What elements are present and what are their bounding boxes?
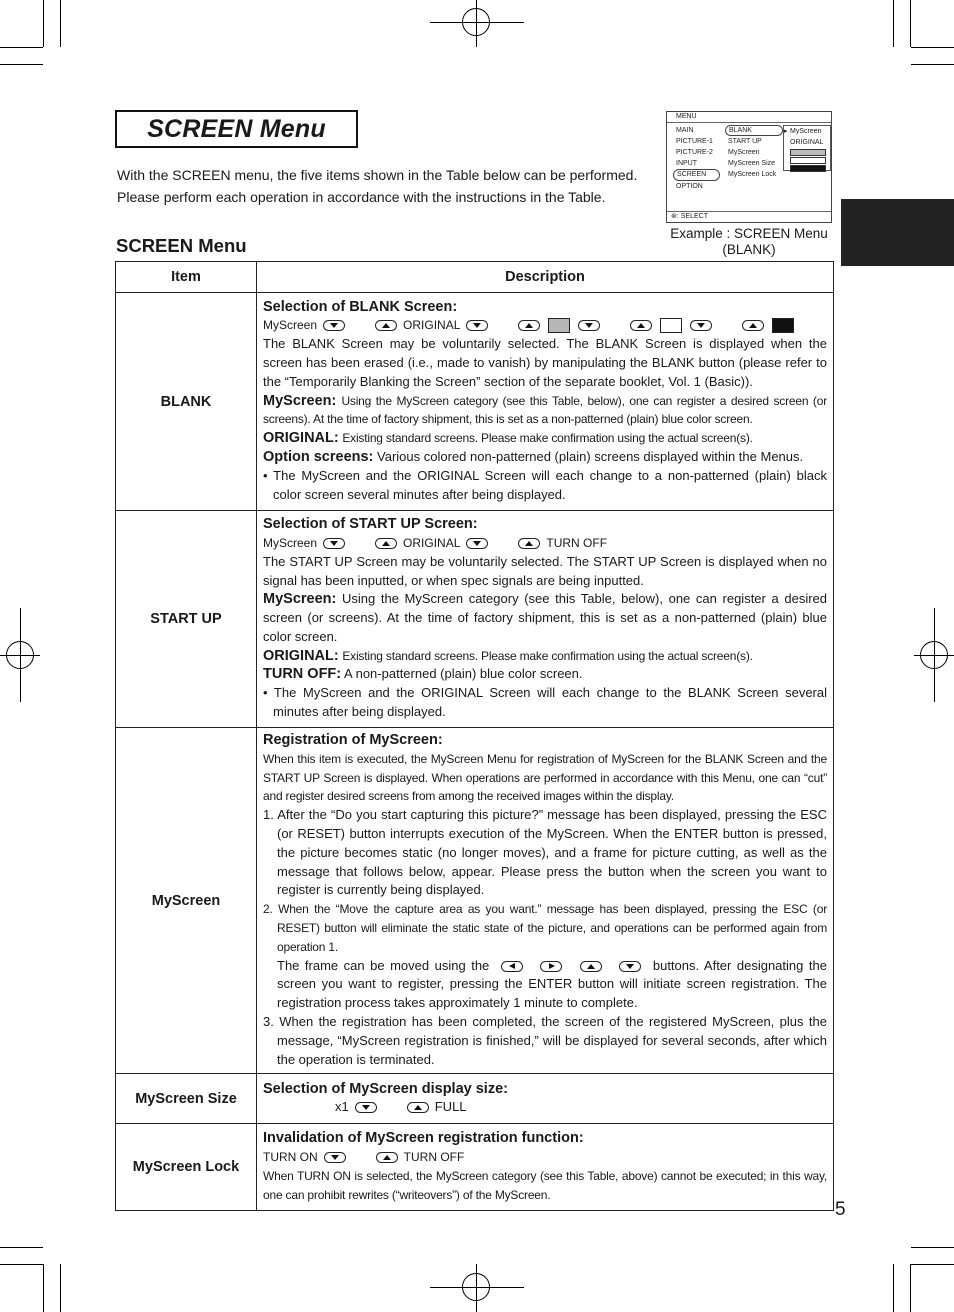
crop-mark	[911, 1247, 954, 1248]
paragraph: When this item is executed, the MyScreen Menu for registration of MyScreen for the BLANK Screen and the START UP Screen is displayed. When operations are performed in accordance with this Menu, one can “cut” and register desired screens from among the received images within the display.	[263, 751, 827, 804]
submenu-item: START UP	[728, 138, 762, 145]
flow-option: ORIGINAL	[403, 535, 461, 550]
crop-mark	[911, 1264, 954, 1265]
paragraph	[263, 429, 827, 448]
intro-line: With the SCREEN menu, the five items shown in the Table below can be performed.	[117, 167, 638, 183]
flow-option: x1	[335, 1099, 349, 1115]
right-arrow-icon	[540, 961, 562, 972]
table-row	[116, 1074, 834, 1124]
main-menu-column	[676, 125, 720, 192]
bullet-note: • The MyScreen and the ORIGINAL Screen will each change to the BLANK Screen several minutes after being displayed.	[263, 685, 827, 720]
step-text: buttons. After designating the screen you want to register, pressing the ENTER button will initiate screen registration. The registration process takes approximately 1 minute to complete.	[277, 957, 827, 1011]
menu-item: PICTURE-1	[676, 138, 713, 145]
crop-mark	[0, 64, 43, 65]
term-text: Existing standard screens. Please make confirmation using the actual screen(s).	[342, 648, 753, 663]
caption-line: Example : SCREEN Menu	[670, 226, 828, 241]
option-flow	[263, 534, 827, 553]
down-arrow-icon	[690, 320, 712, 331]
row-desc-blank	[257, 293, 834, 511]
table-row	[116, 728, 834, 1074]
option-flow	[263, 1148, 827, 1167]
up-arrow-icon	[518, 320, 540, 331]
option-flow	[263, 1098, 827, 1117]
row-item-myscreen: MyScreen	[116, 728, 257, 1074]
paragraph	[263, 392, 827, 430]
flow-option: TURN OFF	[546, 535, 608, 550]
caption-line: (BLANK)	[722, 242, 776, 257]
row-item-blank: BLANK	[116, 293, 257, 511]
down-arrow-icon	[466, 538, 488, 549]
crop-mark	[60, 0, 61, 47]
select-icon: ⊛	[671, 213, 677, 220]
pointer-icon: ▸	[784, 128, 788, 135]
swatch-black	[790, 165, 826, 172]
flow-option: TURN ON	[263, 1150, 318, 1165]
registration-mark	[920, 641, 948, 669]
header-description: Description	[257, 262, 834, 293]
crop-mark	[0, 1264, 43, 1265]
menu-header: MENU	[667, 112, 831, 123]
swatch-gray	[548, 318, 570, 333]
down-arrow-icon	[466, 320, 488, 331]
term-text: Using the MyScreen category (see this Table, below), one can register a desired screen (or screens). At the time of factory shipment, this is set as a non-patterned (plain) blue color screen.	[263, 393, 827, 427]
intro-line: Please perform each operation in accordance with the instructions in the Table.	[117, 189, 606, 205]
crop-mark	[43, 1264, 44, 1312]
row-heading: Selection of START UP Screen:	[263, 516, 478, 533]
table-row	[116, 293, 834, 511]
row-desc-startup	[257, 511, 834, 728]
paragraph: The START UP Screen may be voluntarily selected. The START UP Screen is displayed when no signal has been inputted, or when spec signals are being inputted.	[263, 553, 827, 588]
row-desc-lock	[257, 1124, 834, 1211]
screen-submenu-column	[725, 125, 783, 180]
down-arrow-icon	[323, 320, 345, 331]
page-title: SCREEN Menu	[147, 114, 326, 143]
menu-footer	[667, 211, 831, 222]
term-label: ORIGINAL:	[263, 647, 339, 664]
figure-caption	[660, 226, 838, 258]
menu-item: MAIN	[676, 127, 694, 134]
table-row	[116, 511, 834, 728]
flow-option: ORIGINAL	[403, 318, 461, 333]
screen-menu-table	[115, 261, 834, 1211]
submenu-item: MyScreen Lock	[728, 171, 777, 178]
up-arrow-icon	[742, 320, 764, 331]
term-label: Option screens:	[263, 448, 374, 465]
row-item-startup: START UP	[116, 511, 257, 728]
term-text: A non-patterned (plain) blue color screen.	[344, 666, 583, 682]
option-label: MyScreen	[790, 128, 822, 135]
page-title-box	[115, 110, 358, 148]
menu-screenshot-example	[666, 111, 832, 223]
row-heading: Selection of BLANK Screen:	[263, 298, 458, 315]
crop-mark	[0, 47, 43, 48]
submenu-item: MyScreen	[728, 149, 760, 156]
up-arrow-icon	[407, 1102, 429, 1113]
row-heading: Invalidation of MyScreen registration function:	[263, 1130, 584, 1147]
paragraph	[263, 590, 827, 646]
menu-item: INPUT	[676, 160, 697, 167]
crop-mark	[910, 0, 911, 47]
crop-mark	[911, 47, 954, 48]
section-heading: SCREEN Menu	[116, 235, 247, 256]
option-flow	[263, 316, 827, 335]
paragraph	[263, 448, 827, 467]
section-thumb-tab	[841, 199, 954, 266]
row-desc-size	[257, 1074, 834, 1124]
crop-mark	[910, 1264, 911, 1312]
down-arrow-icon	[355, 1102, 377, 1113]
step: 1. After the “Do you start capturing this picture?” message has been displayed, pressing the ESC (or RESET) button interrupts execution of the MyScreen. When the ENTER button is pressed, the picture becomes static (no longer moves), and a frame for picture cutting, as well as the message that follows below, appear. Please press the button when the screen you want to register is currently being displayed.	[263, 807, 827, 898]
term-text: Using the MyScreen category (see this Table, below), one can register a desired screen (or screens). At the time of factory shipment, this is set as a non-patterned (plain) blue color screen.	[263, 591, 827, 644]
submenu-item-selected: BLANK	[725, 125, 783, 136]
swatch-white	[660, 318, 682, 333]
crop-mark	[60, 1264, 61, 1312]
paragraph	[263, 647, 827, 666]
row-heading: Registration of MyScreen:	[263, 732, 443, 748]
crop-mark	[893, 0, 894, 47]
flow-option: MyScreen	[263, 318, 318, 333]
crop-mark	[911, 64, 954, 65]
term-label: MyScreen:	[263, 591, 337, 608]
down-arrow-icon	[578, 320, 600, 331]
up-arrow-icon	[376, 1152, 398, 1163]
step: 2. When the “Move the capture area as you want.” message has been displayed, pressing the ESC (or RESET) button will eliminate the static state of the picture, and operations can be performed again from operation 1.	[263, 902, 827, 954]
footer-label: : SELECT	[676, 213, 708, 220]
paragraph: The BLANK Screen may be voluntarily selected. The BLANK Screen is displayed when the screen has been erased (i.e., made to vanish) by manipulating the BLANK button (please refer to the “Temporarily Blanking the Screen” section of the separate booklet, Vol. 1 (Basic)).	[263, 336, 827, 389]
menu-item: PICTURE-2	[676, 149, 713, 156]
menu-item-selected: SCREEN	[673, 169, 720, 181]
blank-option: ORIGINAL	[790, 139, 824, 146]
step-text: The frame can be moved using the	[277, 957, 490, 973]
term-label: MyScreen:	[263, 392, 337, 409]
up-arrow-icon	[375, 538, 397, 549]
menu-item: OPTION	[676, 183, 703, 190]
left-arrow-icon	[501, 961, 523, 972]
up-arrow-icon	[580, 961, 602, 972]
up-arrow-icon	[375, 320, 397, 331]
swatch-black	[772, 318, 794, 333]
crop-mark	[893, 1264, 894, 1312]
row-desc-myscreen	[257, 728, 834, 1074]
blank-option-selected	[784, 126, 830, 137]
crop-mark	[43, 0, 44, 47]
header-item: Item	[116, 262, 257, 293]
step: 3. When the registration has been completed, the screen of the registered MyScreen, plus the message, “MyScreen registration is finished,” will be displayed for several seconds, after which the operation is terminated.	[263, 1013, 827, 1067]
registration-mark	[462, 8, 490, 36]
table-row	[116, 1124, 834, 1211]
flow-option: FULL	[434, 1099, 467, 1115]
paragraph	[263, 665, 827, 684]
up-arrow-icon	[630, 320, 652, 331]
submenu-item: MyScreen Size	[728, 160, 776, 167]
flow-option: TURN OFF	[403, 1150, 465, 1165]
step-continued	[263, 957, 827, 1013]
table-header-row	[116, 262, 834, 293]
row-item-lock: MyScreen Lock	[116, 1124, 257, 1211]
down-arrow-icon	[619, 961, 641, 972]
intro-text	[117, 164, 662, 208]
page-number: 5	[835, 1199, 846, 1220]
term-text: Existing standard screens. Please make confirmation using the actual screen(s).	[342, 431, 753, 446]
registration-mark	[6, 641, 34, 669]
term-label: TURN OFF:	[263, 666, 342, 683]
blank-options-column	[783, 125, 831, 171]
up-arrow-icon	[518, 538, 540, 549]
registration-mark	[462, 1273, 490, 1301]
term-text: Various colored non-patterned (plain) screens displayed within the Menus.	[377, 448, 804, 464]
row-heading: Selection of MyScreen display size:	[263, 1080, 508, 1097]
row-item-size: MyScreen Size	[116, 1074, 257, 1124]
swatch-white	[790, 157, 826, 164]
paragraph: When TURN ON is selected, the MyScreen category (see this Table, above) cannot be executed; in this way, one can prohibit rewrites (“writeovers”) of the MyScreen.	[263, 1168, 827, 1202]
bullet-note: • The MyScreen and the ORIGINAL Screen will each change to a non-patterned (plain) black color screen several minutes after being displayed.	[263, 467, 827, 502]
flow-option: MyScreen	[263, 535, 318, 550]
crop-mark	[0, 1247, 43, 1248]
term-label: ORIGINAL:	[263, 430, 339, 447]
down-arrow-icon	[324, 1152, 346, 1163]
swatch-gray	[790, 149, 826, 156]
down-arrow-icon	[323, 538, 345, 549]
